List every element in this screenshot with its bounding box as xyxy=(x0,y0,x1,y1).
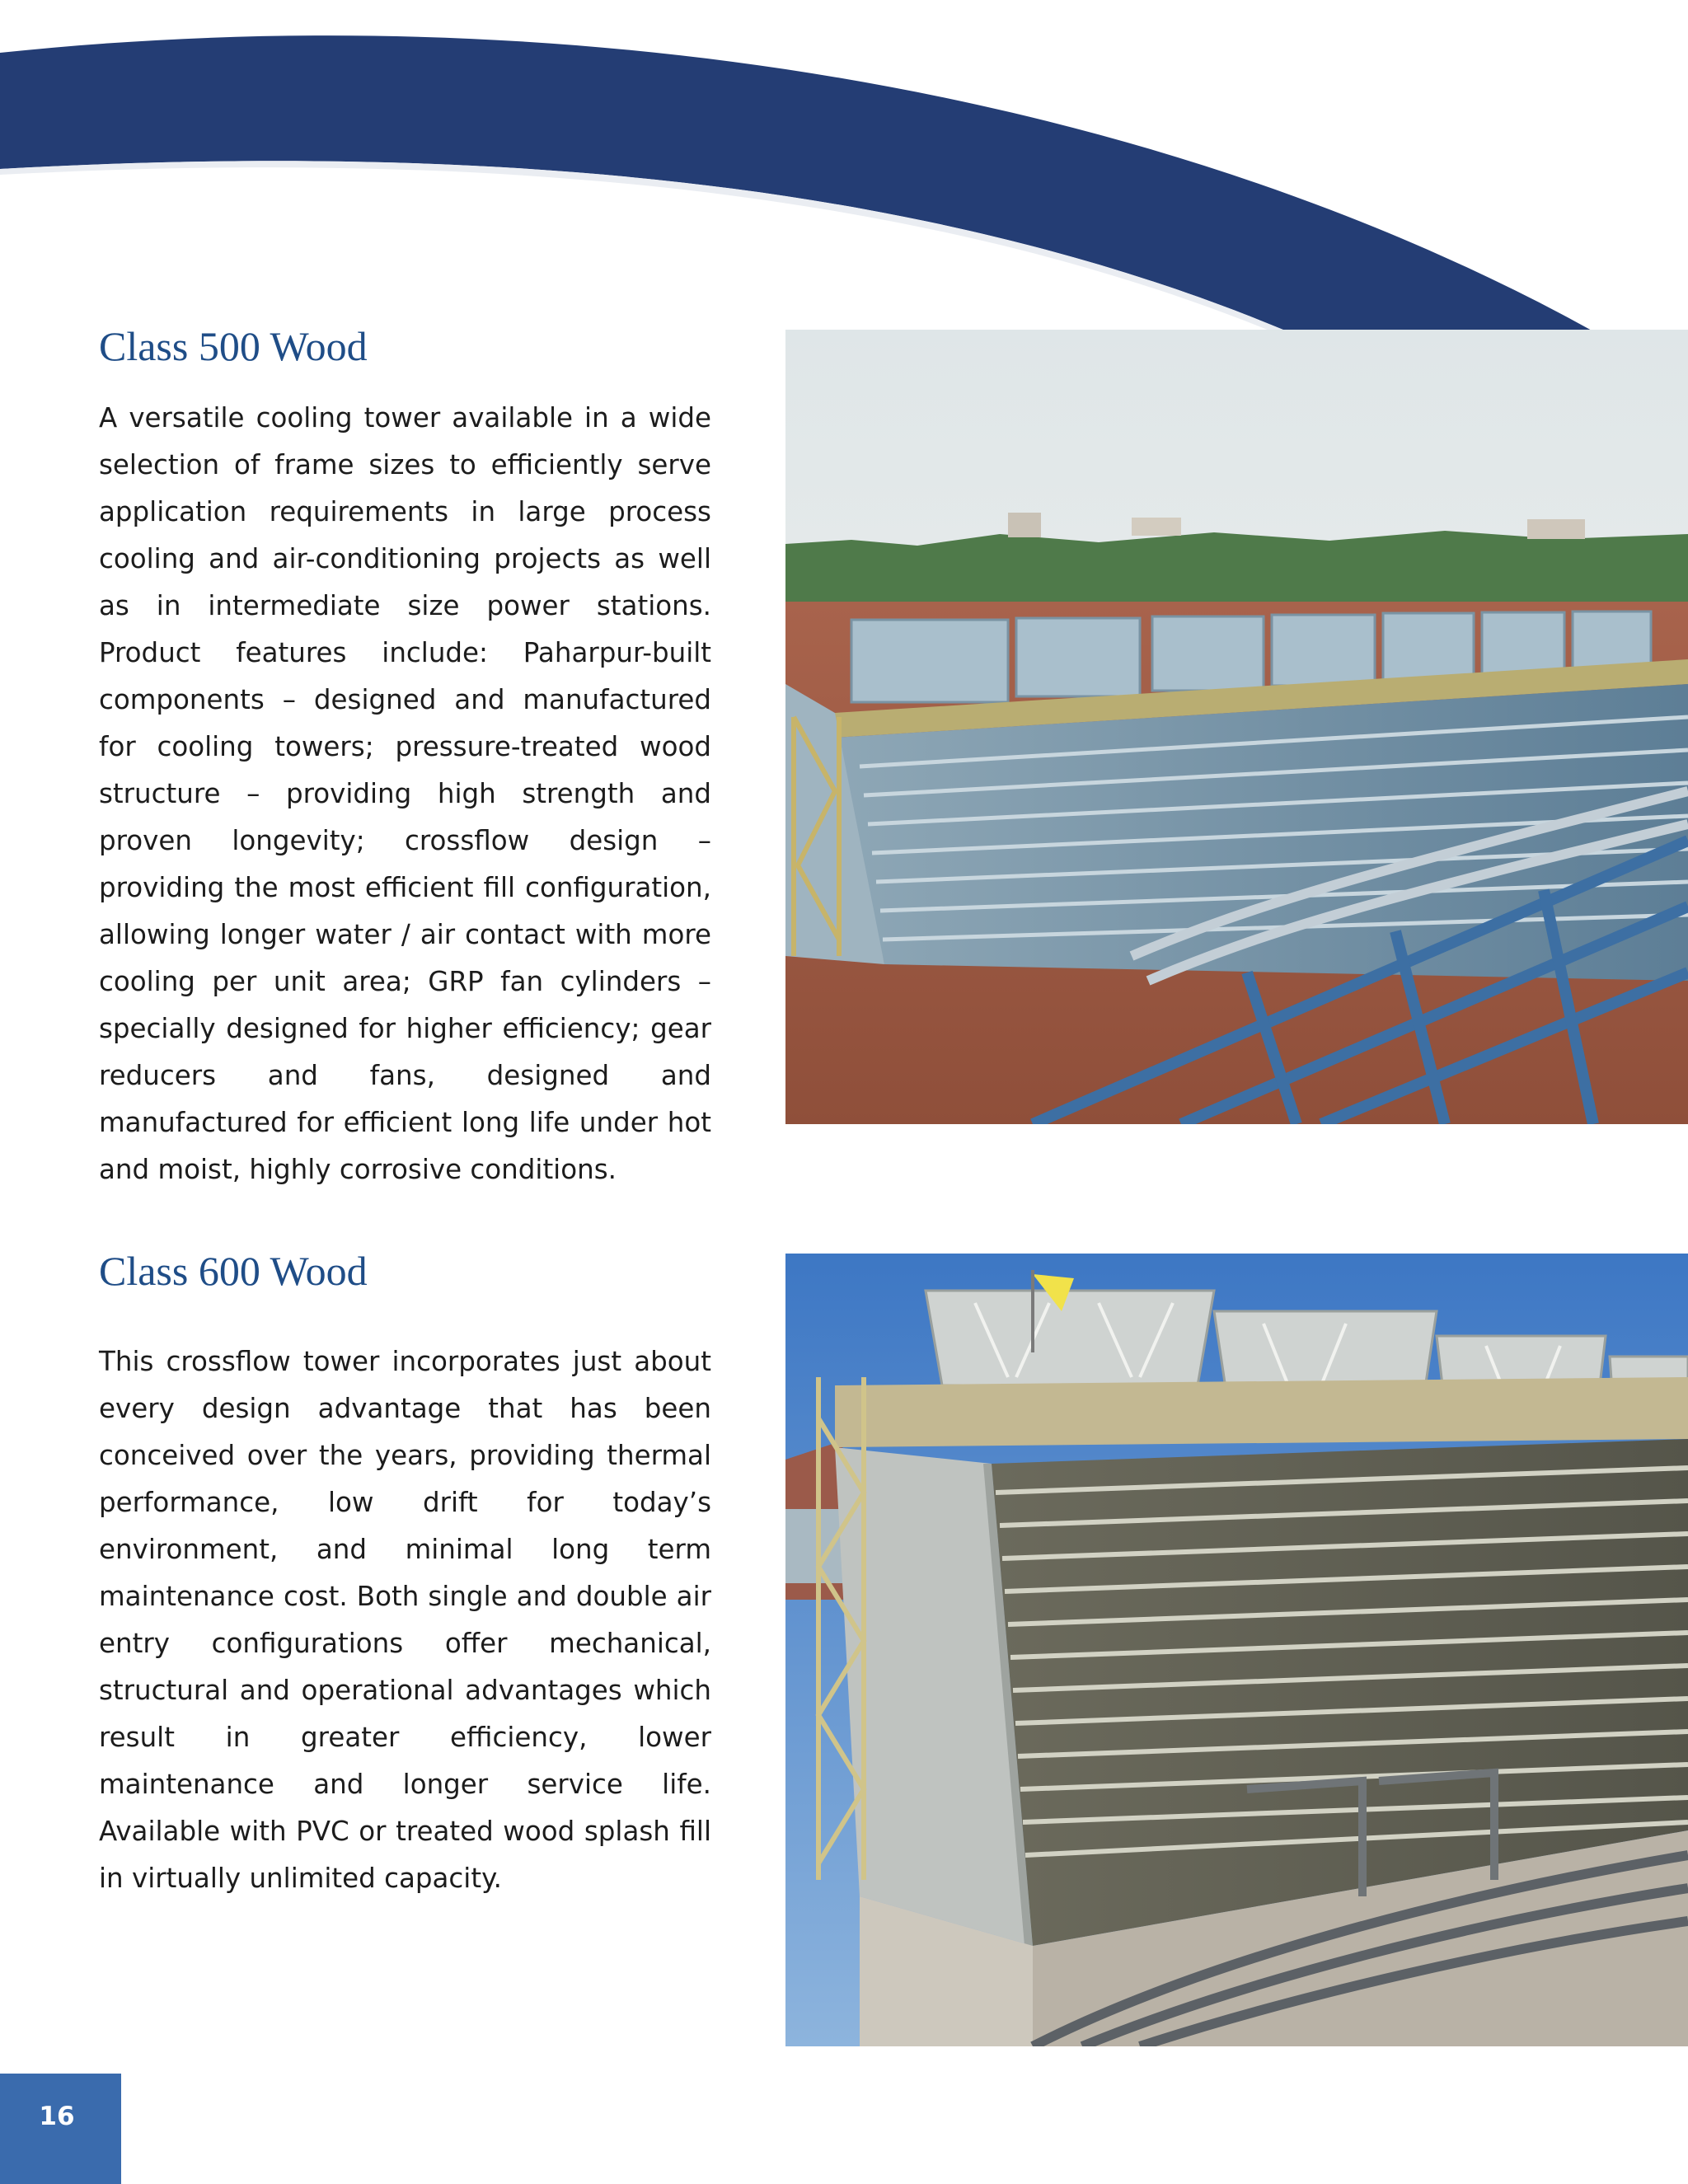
class-600-wood-title: Class 600 Wood xyxy=(99,1248,368,1294)
class-500-cooling-tower-photo xyxy=(785,330,1688,1124)
class-500-wood-description: A versatile cooling tower available in a wide selection of frame sizes to efficiently serve application requirements in large process cooling and air-conditioning projects as well as in intermediate size power stations. Product features include: Paharpur-built components – designed and manufactured for cooling towers; pressure-treated wood structure – providing high strength and proven longevity; crossflow design – providing the most efficient fill configuration, allowing longer water / air contact with more cooling per unit area; GRP fan cylinders – specially designed for higher efficiency; gear reducers and fans, designed and manufactured for efficient long life under hot and moist, highly corrosive conditions. xyxy=(99,402,711,1185)
page-number: 16 xyxy=(39,2102,75,2131)
class-600-cooling-tower-photo xyxy=(785,1254,1688,2046)
class-600-wood-description: This crossflow tower incorporates just about every design advantage that has been conceived over the years, providing thermal performance, low drift for today’s environment, and minimal long term maintenance cost. Both single and double air entry configurations offer mechanical, structural and operational advantages which result in greater efficiency, lower maintenance and longer service life. Available with PVC or treated wood splash fill in virtually unlimited capacity. xyxy=(99,1346,711,1894)
class-500-wood-title: Class 500 Wood xyxy=(99,323,368,369)
